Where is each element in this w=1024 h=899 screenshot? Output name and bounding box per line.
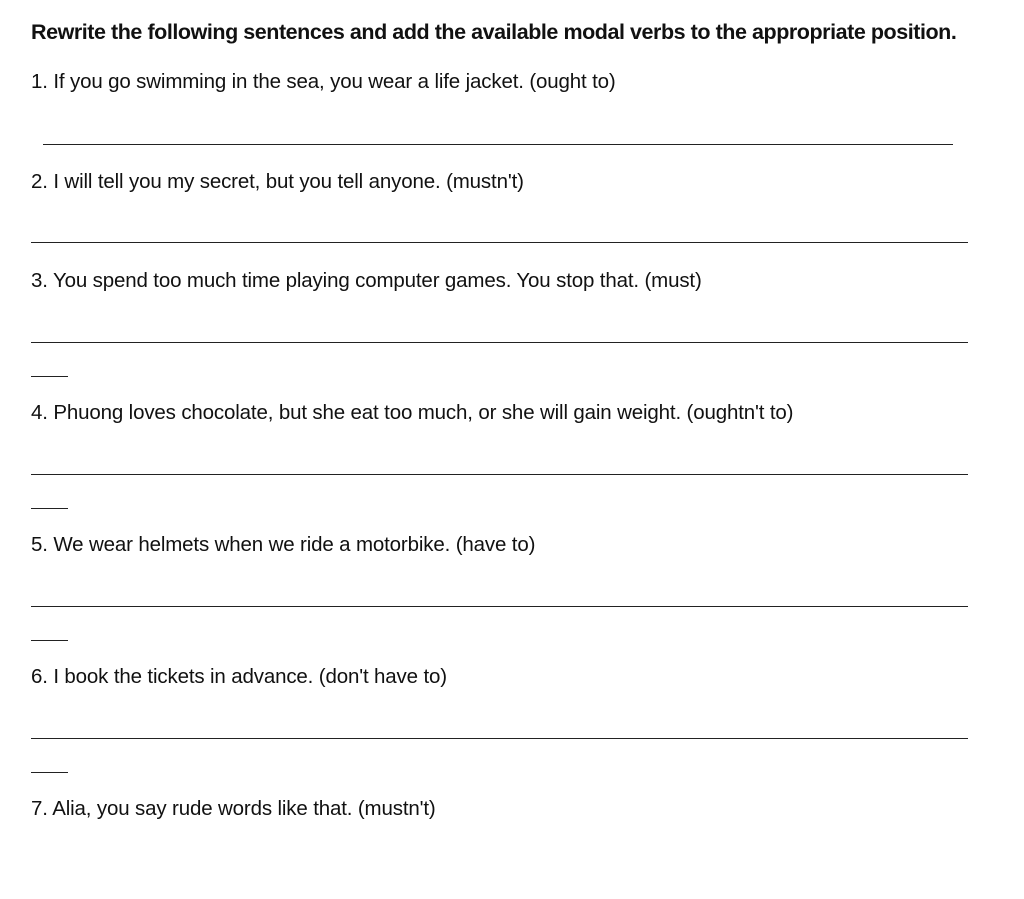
exercise-item-3: 3. You spend too much time playing computer games. You stop that. (must)	[31, 269, 702, 292]
exercise-item-1: 1. If you go swimming in the sea, you wear a life jacket. (ought to)	[31, 70, 616, 93]
exercise-item-6: 6. I book the tickets in advance. (don't have to)	[31, 665, 447, 688]
answer-line-4[interactable]	[31, 474, 968, 475]
exercise-item-5: 5. We wear helmets when we ride a motorbike. (have to)	[31, 533, 536, 556]
answer-line-6[interactable]	[31, 738, 968, 739]
answer-line-1[interactable]	[43, 144, 953, 145]
answer-line-4-continuation[interactable]	[31, 508, 68, 509]
answer-line-6-continuation[interactable]	[31, 772, 68, 773]
answer-line-3-continuation[interactable]	[31, 376, 68, 377]
answer-line-3[interactable]	[31, 342, 968, 343]
answer-line-5[interactable]	[31, 606, 968, 607]
instruction-heading: Rewrite the following sentences and add the available modal verbs to the appropriate position.	[31, 20, 957, 44]
exercise-item-2: 2. I will tell you my secret, but you tell anyone. (mustn't)	[31, 170, 524, 193]
exercise-item-4: 4. Phuong loves chocolate, but she eat too much, or she will gain weight. (oughtn't to)	[31, 401, 794, 424]
answer-line-2[interactable]	[31, 242, 968, 243]
exercise-item-7: 7. Alia, you say rude words like that. (mustn't)	[31, 797, 436, 820]
answer-line-5-continuation[interactable]	[31, 640, 68, 641]
